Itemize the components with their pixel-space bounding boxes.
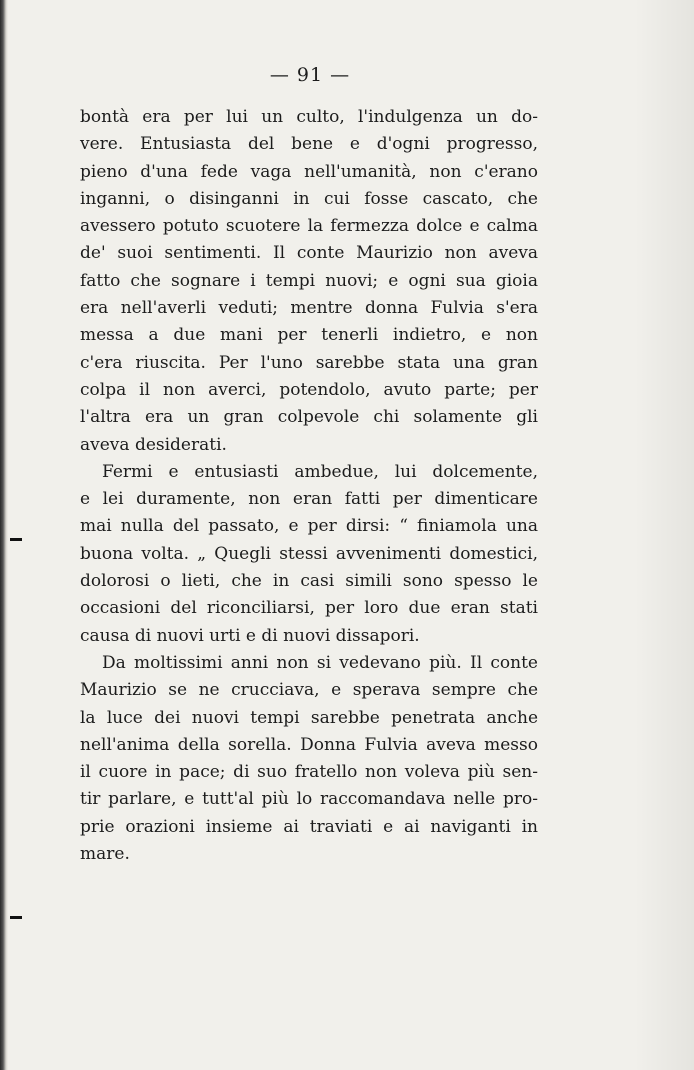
text-line: mai nulla del passato, e per dirsi: “ finiamola una — [80, 516, 538, 537]
text-line: bontà era per lui un culto, l'indulgenza un do- — [80, 107, 538, 127]
page-right-shadow — [634, 0, 694, 1070]
text-line: la luce dei nuovi tempi sarebbe penetrata anche — [80, 707, 538, 728]
text-line: fatto che sognare i tempi nuovi; e ogni sua gioia — [80, 270, 538, 291]
margin-mark — [10, 916, 22, 919]
text-line: dolorosi o lieti, che in casi simili sono spesso le — [80, 571, 538, 592]
text-line: era nell'averli veduti; mentre donna Fulvia s'era — [80, 298, 538, 319]
text-line: Maurizio se ne crucciava, e sperava sempre che — [80, 680, 538, 701]
text-line: prie orazioni insieme ai traviati e ai naviganti in — [80, 816, 538, 837]
body-text — [80, 104, 538, 868]
page-binding-edge — [0, 0, 8, 1070]
text-line: tir parlare, e tutt'al più lo raccomandava nelle pro- — [80, 789, 538, 810]
text-line: colpa il non averci, potendolo, avuto parte; per — [80, 379, 538, 400]
text-line: mare. — [80, 844, 130, 865]
text-line: Fermi e entusiasti ambedue, lui dolcemente, — [102, 461, 538, 482]
text-line: Da moltissimi anni non si vedevano più. Il conte — [102, 652, 538, 673]
text-line: avessero potuto scuotere la fermezza dolce e calma — [80, 216, 538, 237]
page-number: — 91 — — [269, 64, 351, 86]
text-line: occasioni del riconciliarsi, per loro due eran stati — [80, 598, 538, 619]
text-line: pieno d'una fede vaga nell'umanità, non c'erano — [80, 161, 538, 182]
text-line: il cuore in pace; di suo fratello non voleva più sen- — [80, 762, 538, 783]
text-line: c'era riuscita. Per l'uno sarebbe stata una gran — [80, 352, 538, 373]
text-line: vere. Entusiasta del bene e d'ogni progresso, — [80, 134, 538, 155]
text-line: de' suoi sentimenti. Il conte Maurizio non aveva — [80, 243, 538, 264]
text-line: e lei duramente, non eran fatti per dimenticare — [80, 489, 538, 510]
text-line: causa di nuovi urti e di nuovi dissapori. — [80, 625, 420, 646]
text-line: l'altra era un gran colpevole chi solamente gli — [80, 407, 538, 428]
text-line: aveva desiderati. — [80, 434, 227, 455]
margin-mark — [10, 538, 22, 541]
text-line: nell'anima della sorella. Donna Fulvia aveva messo — [80, 734, 538, 755]
text-line: buona volta. „ Quegli stessi avvenimenti domestici, — [80, 543, 538, 564]
text-line: inganni, o disinganni in cui fosse cascato, che — [80, 188, 538, 209]
text-line: messa a due mani per tenerli indietro, e non — [80, 325, 538, 346]
